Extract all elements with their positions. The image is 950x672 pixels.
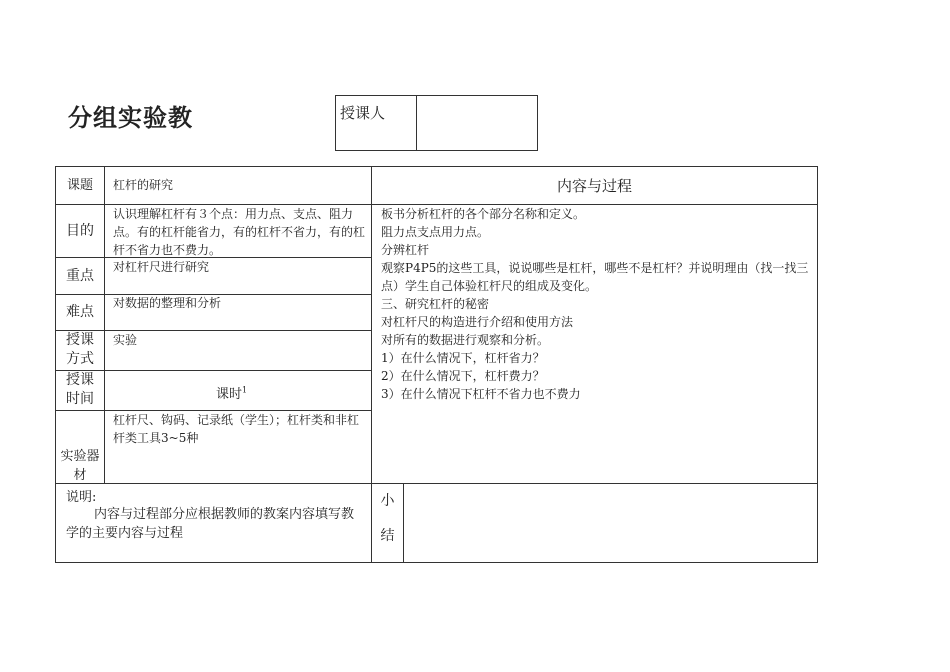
goal-value: 认识理解杠杆有３个点：用力点、支点、阻力点。有的杠杆能省力，有的杠杆不省力，有的杠杆不省力也不费力。	[113, 207, 366, 257]
content-line: 对杠杆尺的构造进行介绍和使用方法	[381, 315, 574, 329]
summary-label-top: 小	[380, 493, 395, 509]
difficulty-label: 难点	[66, 304, 94, 320]
time-value: 课时	[216, 387, 243, 402]
summary-label-bottom: 结	[380, 528, 395, 544]
content-line: 对所有的数据进行观察和分析。	[381, 333, 550, 347]
difficulty-value: 对数据的整理和分析	[113, 296, 222, 310]
content-header: 内容与过程	[556, 177, 632, 195]
row-divider-note	[56, 483, 817, 484]
content-line: 分辨杠杆	[381, 243, 430, 257]
page-title: 分组实验教	[68, 104, 193, 132]
content-line: 三、研究杠杆的秘密	[381, 297, 490, 311]
time-value-wrapper	[216, 383, 247, 402]
time-label: 授课时间	[66, 372, 94, 407]
note-text-line-2: 学的主要内容与过程	[66, 526, 184, 541]
col-divider-label	[104, 167, 105, 483]
key-value: 对杠杆尺进行研究	[113, 260, 210, 274]
content-line: 板书分析杠杆的各个部分名称和定义。	[381, 207, 586, 221]
lesson-plan-table	[55, 166, 818, 563]
time-superscript: 1	[242, 385, 248, 395]
content-line: 1）在什么情况下，杠杆省力？	[381, 351, 545, 365]
note-label: 说明:	[66, 490, 97, 505]
goal-label: 目的	[66, 223, 94, 239]
content-area	[381, 205, 813, 481]
content-line: 2）在什么情况下，杠杆费力？	[381, 369, 545, 383]
content-line: 观察P4P5的这些工具，说说哪些是杠杆，哪些不是杠杆？并说明理由（找一找三	[381, 261, 809, 275]
equipment-label: 实验器材	[60, 449, 100, 483]
row-divider-method	[56, 370, 371, 371]
content-line: 点）学生自己体验杠杆尺的组成及变化。	[381, 279, 598, 293]
key-label: 重点	[66, 268, 94, 284]
subject-value: 杠杆的研究	[113, 178, 174, 192]
col-divider-summary	[403, 483, 404, 562]
method-value: 实验	[113, 333, 138, 347]
lecturer-label: 授课人	[340, 104, 386, 122]
content-line: 阻力点支点用力点。	[381, 225, 490, 239]
subject-label: 课题	[66, 178, 93, 193]
lecturer-box	[335, 95, 538, 151]
lecturer-divider	[416, 96, 417, 150]
note-text-line-1: 内容与过程部分应根据教师的教案内容填写教	[94, 507, 355, 522]
equipment-value: 杠杆尺、钩码、记录纸（学生）；杠杆类和非杠杆类工具3~5种	[113, 413, 360, 445]
content-line: 3）在什么情况下杠杆不省力也不费力	[381, 387, 581, 401]
method-label: 授课方式	[66, 332, 94, 367]
